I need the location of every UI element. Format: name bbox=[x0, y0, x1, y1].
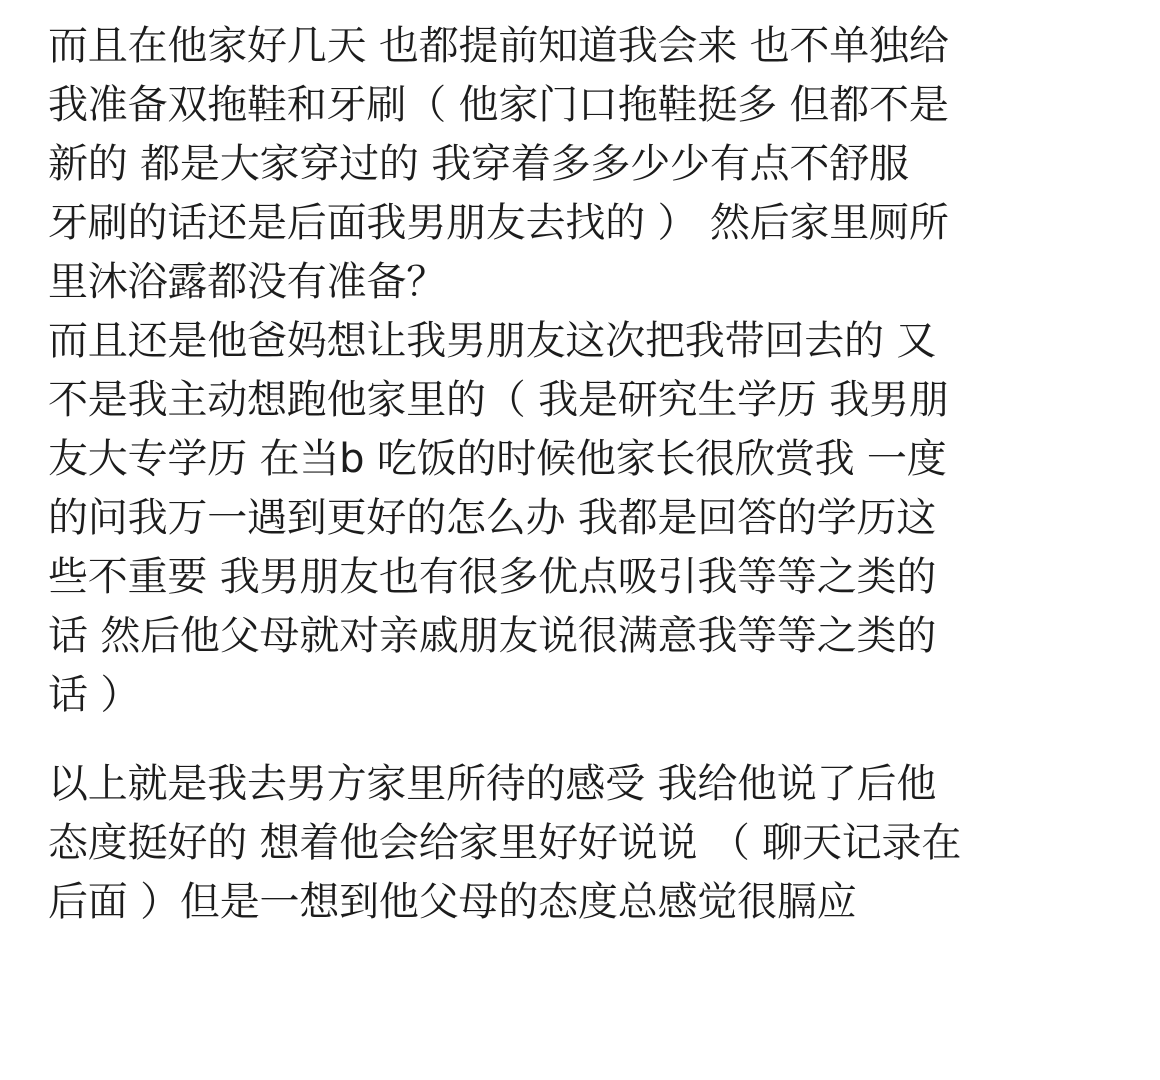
text-line: 的问我万一遇到更好的怎么办 我都是回答的学历这 bbox=[48, 495, 937, 541]
text-line: 而且在他家好几天 也都提前知道我会来 也不单独给 bbox=[48, 23, 949, 69]
text-line: 里沐浴露都没有准备？ bbox=[48, 259, 446, 305]
text-line: 牙刷的话还是后面我男朋友去找的 ） 然后家里厕所 bbox=[48, 200, 949, 246]
text-line: 后面 ）但是一想到他父母的态度总感觉很膈应 bbox=[48, 879, 857, 925]
text-line: 而且还是他爸妈想让我男朋友这次把我带回去的 又 bbox=[48, 318, 937, 364]
text-line: 些不重要 我男朋友也有很多优点吸引我等等之类的 bbox=[48, 554, 937, 600]
text-line: 话 ） bbox=[48, 672, 141, 718]
paragraph-2 bbox=[48, 312, 1128, 725]
paragraph-1 bbox=[48, 17, 1128, 312]
paragraph-3 bbox=[48, 755, 1128, 932]
paragraph-spacer bbox=[48, 725, 1128, 755]
text-line: 话 然后他父母就对亲戚朋友说很满意我等等之类的 bbox=[48, 613, 937, 659]
article-text bbox=[48, 17, 1128, 932]
text-line: 我准备双拖鞋和牙刷（ 他家门口拖鞋挺多 但都不是 bbox=[48, 82, 949, 128]
text-line: 以上就是我去男方家里所待的感受 我给他说了后他 bbox=[48, 761, 937, 807]
text-line: 新的 都是大家穿过的 我穿着多多少少有点不舒服 bbox=[48, 141, 909, 187]
text-line: 友大专学历 在当b 吃饭的时候他家长很欣赏我 一度 bbox=[48, 436, 947, 482]
text-line: 不是我主动想跑他家里的（ 我是研究生学历 我男朋 bbox=[48, 377, 949, 423]
text-line: 态度挺好的 想着他会给家里好好说说 （ 聊天记录在 bbox=[48, 820, 962, 866]
